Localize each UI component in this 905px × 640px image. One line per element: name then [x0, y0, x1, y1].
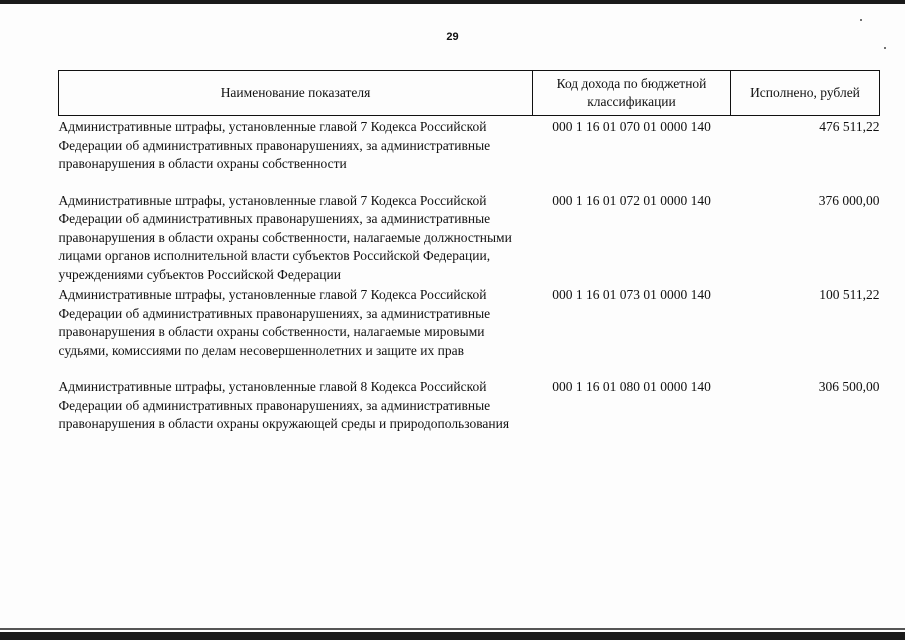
row-amount: 376 000,00	[818, 192, 880, 208]
scan-edge-bottom	[0, 632, 905, 640]
row-code: 000 1 16 01 072 01 0000 140	[552, 192, 711, 208]
header-code: Код дохода по бюджетной классификации	[533, 71, 731, 116]
table-header-row	[59, 71, 880, 116]
row-name: Административные штрафы, установленные главой 8 Кодекса Российской Федерации об административных правонарушениях, за административные правонарушения в области охраны окружающей среды и природопользования	[58, 379, 510, 431]
scan-edge-bottom-line	[0, 628, 905, 630]
header-name: Наименование показателя	[59, 71, 533, 116]
table-row	[59, 118, 880, 174]
table-row	[59, 378, 880, 434]
revenue-table	[58, 70, 880, 434]
row-name: Административные штрафы, установленные главой 7 Кодекса Российской Федерации об административных правонарушениях, за административные правонарушения в области охраны собственности, налагаемые мировыми судьями, комиссиями по делам несовершеннолетних и защите их прав	[58, 287, 491, 358]
scan-edge-top	[0, 0, 905, 4]
table-row	[59, 192, 880, 285]
header-amount: Исполнено, рублей	[731, 71, 880, 116]
row-code: 000 1 16 01 073 01 0000 140	[552, 287, 711, 302]
row-amount: 100 511,22	[819, 287, 880, 302]
row-name: Административные штрафы, установленные главой 7 Кодекса Российской Федерации об административных правонарушениях, за административные правонарушения в области охраны собственности, налагаемые должностными лицами органов исполнительной власти субъектов Российской Федерации, учреждениями субъектов Российской Федерации	[58, 192, 512, 282]
row-name: Административные штрафы, установленные главой 7 Кодекса Российской Федерации об административных правонарушениях, за административные правонарушения в области охраны собственности	[58, 119, 491, 171]
row-amount: 476 511,22	[819, 119, 880, 134]
page-number: 29	[446, 31, 459, 43]
scan-speck	[884, 47, 886, 49]
table-row	[59, 286, 880, 360]
scan-speck	[860, 19, 862, 21]
row-code: 000 1 16 01 080 01 0000 140	[552, 379, 711, 394]
row-amount: 306 500,00	[818, 379, 880, 394]
row-code: 000 1 16 01 070 01 0000 140	[552, 119, 711, 134]
